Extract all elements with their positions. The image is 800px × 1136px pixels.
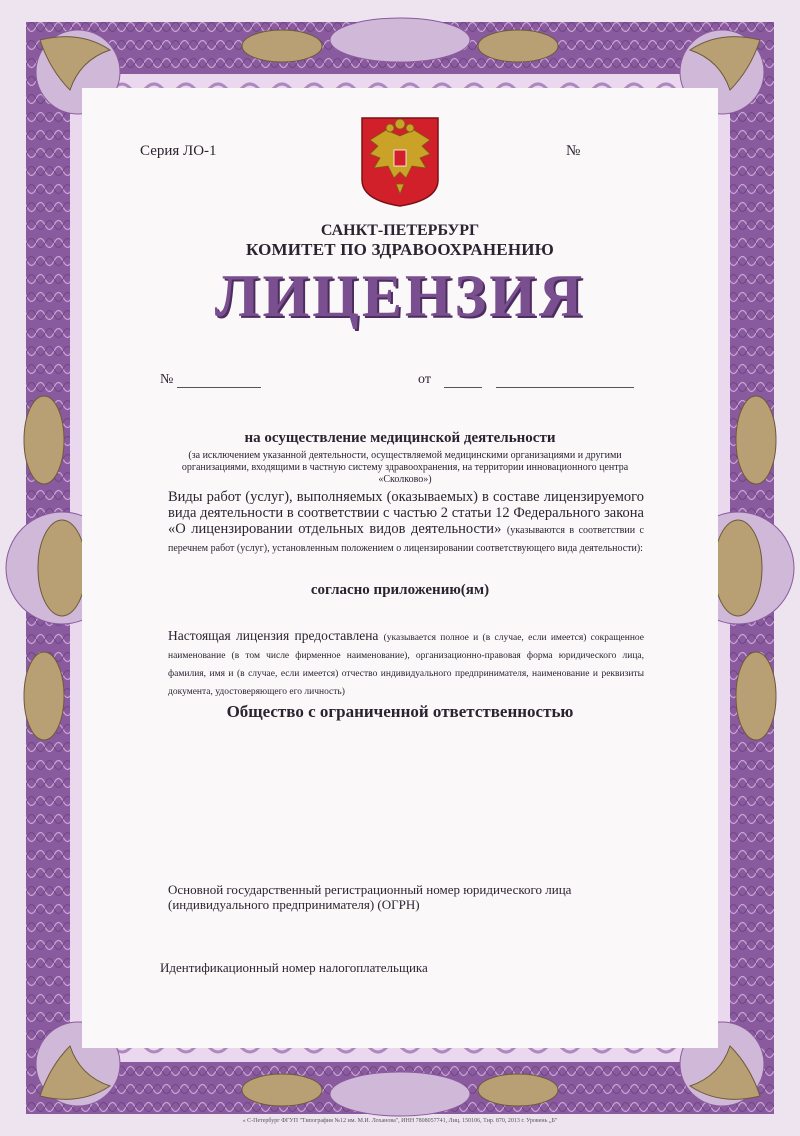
date-month-blank bbox=[496, 387, 634, 388]
printer-imprint: « С-Петербург ФГУП "Типография №12 им. М.И. Лоханова", ИНН 7808057741, Лиц. 150106, Тир. 870, 2013 г. Уровень „Б" bbox=[242, 1118, 558, 1124]
license-number-label: № bbox=[160, 372, 174, 387]
coat-of-arms-icon bbox=[360, 116, 440, 208]
purpose-note: (за исключением указанной деятельности, осуществляемой медицинскими организациями и другими организациями, входящими в частную систему здравоохранения, на территории инновационного центра «Сколково») bbox=[181, 450, 629, 485]
ogrn-label: Основной государственный регистрационный номер юридического лица (индивидуального предпринимателя) (ОГРН) bbox=[168, 882, 572, 912]
granted-note: (указывается полное и (в случае, если имеется) сокращенное наименование (в том числе фирменное наименование), организационно-правовая форма юридического лица, фамилия, имя и (в случае, если имеется) отчество индивидуального предпринимателя, наименование и реквизиты документа, удостоверяющего его личность) bbox=[168, 633, 645, 697]
granted-paragraph bbox=[168, 628, 644, 700]
blank-number-label: № bbox=[566, 143, 581, 159]
license-number-field bbox=[160, 372, 261, 388]
according-appendix: согласно приложению(ям) bbox=[310, 582, 490, 598]
inn-label: Идентификационный номер налогоплательщика bbox=[160, 960, 428, 975]
license-date-label: от bbox=[418, 372, 431, 387]
series-label: Серия ЛО-1 bbox=[140, 143, 217, 159]
city-heading: САНКТ-ПЕТЕРБУРГ bbox=[320, 222, 480, 239]
committee-heading: КОМИТЕТ ПО ЗДРАВООХРАНЕНИЮ bbox=[245, 240, 555, 259]
works-paragraph bbox=[168, 489, 644, 557]
works-main-text: Виды работ (услуг), выполняемых (оказываемых) в составе лицензируемого вида деятельности в соответствии с частью 2 статьи 12 Федерального закона «О лицензировании отдельных видов деятельности» bbox=[168, 489, 644, 537]
granted-main-text: Настоящая лицензия предоставлена bbox=[168, 628, 379, 643]
license-date-field bbox=[418, 372, 634, 388]
document-title: ЛИЦЕНЗИЯ bbox=[214, 263, 586, 329]
license-number-blank bbox=[177, 387, 261, 388]
date-day-blank bbox=[444, 387, 482, 388]
works-note: (указываются в соответствии с перечнем работ (услуг), установленным положением о лицензировании соответствующего вида деятельности): bbox=[168, 525, 644, 554]
license-purpose: на осуществление медицинской деятельности bbox=[244, 430, 556, 446]
organization-name: Общество с ограниченной ответственностью bbox=[226, 702, 574, 721]
